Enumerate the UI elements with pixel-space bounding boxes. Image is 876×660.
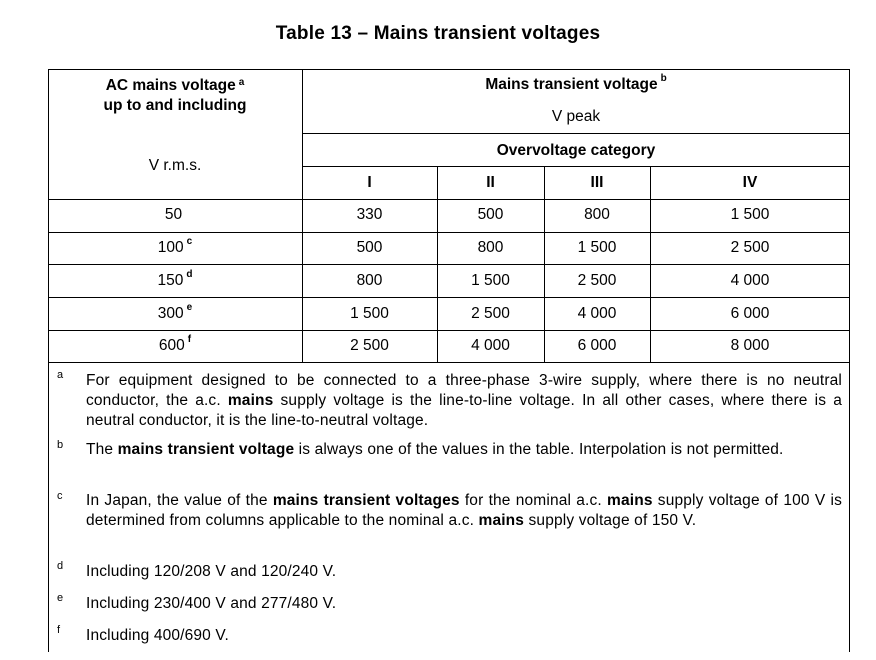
header-unit-vpeak: V peak: [551, 108, 601, 125]
value-cell: 2 500: [577, 272, 617, 289]
voltage-cell: 600 $^f$: [158, 334, 192, 354]
row-divider: [48, 199, 850, 200]
value-cell: 800: [477, 239, 504, 256]
footnote-a: For equipment designed to be connected to a three-phase 3-wire supply, where there is no neutral conductor, the a.c. mains supply voltage is the line-to-line voltage. In all other cases, where there is a neutral conductor, it is the line-to-neutral voltage.: [86, 372, 842, 429]
value-cell: 1 500: [577, 239, 617, 256]
footnote-b: The mains transient voltage is always one of the values in the table. Interpolation is not permitted.: [86, 441, 784, 458]
header-ac-mains-voltage: AC mains voltage $^a$ up to and including: [103, 77, 247, 114]
value-cell: 4 000: [730, 272, 770, 289]
header-overvoltage-category: Overvoltage category: [496, 142, 656, 159]
header-category-iii: III: [590, 174, 604, 191]
voltage-cell: 100 $^c$: [157, 236, 193, 256]
footnote-mark-b: b: [57, 439, 64, 451]
value-cell: 1 500: [471, 272, 510, 289]
header-category-i: I: [367, 174, 372, 191]
value-cell: 2 500: [350, 337, 389, 354]
footnote-e: Including 230/400 V and 277/480 V.: [86, 595, 337, 612]
footnote-mark-c: c: [57, 490, 63, 502]
value-cell: 8 000: [730, 337, 770, 354]
value-cell: 2 500: [471, 305, 510, 322]
value-cell: 1 500: [350, 305, 389, 322]
value-cell: 330: [356, 206, 383, 223]
footnote-mark-f: f: [57, 624, 61, 636]
row-divider: [48, 264, 850, 265]
footnote-mark-a: a: [57, 369, 64, 381]
value-cell: 1 500: [730, 206, 770, 223]
voltage-cell: 300 $^e$: [157, 302, 193, 322]
voltage-cell: 50: [164, 206, 183, 223]
footnote-d: Including 120/208 V and 120/240 V.: [86, 563, 337, 580]
value-cell: 4 000: [471, 337, 510, 354]
row-divider: [48, 330, 850, 331]
value-cell: 800: [356, 272, 383, 289]
row-divider: [48, 232, 850, 233]
value-cell: 500: [356, 239, 383, 256]
row-divider: [302, 166, 850, 167]
voltage-cell: 150 $^d$: [157, 269, 193, 289]
value-cell: 4 000: [577, 305, 617, 322]
row-divider: [48, 362, 850, 363]
header-unit-vrms: V r.m.s.: [148, 157, 202, 174]
footnote-c: In Japan, the value of the mains transient voltages for the nominal a.c. mains supply voltage of 100 V is determined from columns applicable to the nominal a.c. mains supply voltage of 150 V.: [86, 492, 842, 529]
row-divider: [48, 297, 850, 298]
value-cell: 500: [477, 206, 504, 223]
value-cell: 6 000: [730, 305, 770, 322]
header-category-iv: IV: [742, 174, 758, 191]
footnote-mark-e: e: [57, 592, 64, 604]
row-divider: [302, 133, 850, 134]
footnote-mark-d: d: [57, 560, 64, 572]
value-cell: 2 500: [730, 239, 770, 256]
header-mains-transient-voltage: Mains transient voltage $^b$: [485, 73, 667, 93]
header-category-ii: II: [486, 174, 495, 191]
value-cell: 6 000: [577, 337, 617, 354]
value-cell: 800: [584, 206, 610, 223]
footnote-f: Including 400/690 V.: [86, 627, 229, 644]
table-title: Table 13 – Mains transient voltages: [275, 23, 601, 44]
